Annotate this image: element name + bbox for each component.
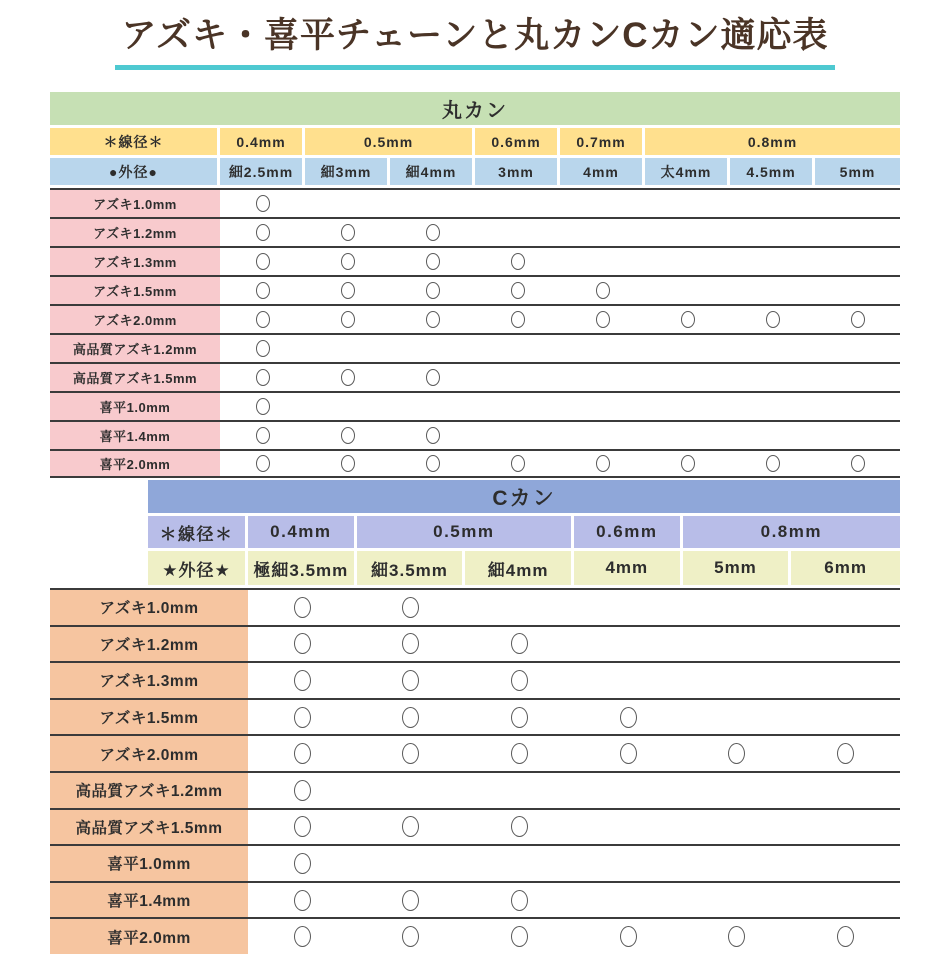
- compat-circle-mark: [256, 340, 270, 357]
- ckan-row-label: 喜平1.0mm: [50, 844, 248, 881]
- marukan-compat-cell: [815, 246, 900, 275]
- ckan-compat-cell: [574, 588, 683, 625]
- ckan-row-label: アズキ1.2mm: [50, 625, 248, 662]
- ckan-compat-cell: [248, 698, 357, 735]
- compat-circle-mark: [426, 369, 440, 386]
- ckan-compat-cell: [683, 917, 792, 954]
- ckan-compat-cell: [248, 625, 357, 662]
- ckan-compat-cell: [574, 808, 683, 845]
- marukan-table: [50, 92, 900, 478]
- marukan-outer-diameter-label: ●外径●: [50, 158, 220, 188]
- compat-circle-mark: [402, 890, 419, 911]
- marukan-row-label: 高品質アズキ1.5mm: [50, 362, 220, 391]
- ckan-compat-cell: [465, 588, 574, 625]
- marukan-compat-cell: [305, 333, 390, 362]
- marukan-compat-cell: [730, 362, 815, 391]
- marukan-compat-cell: [475, 391, 560, 420]
- compat-circle-mark: [256, 455, 270, 472]
- ckan-outer-diameter-value: 極細3.5mm: [248, 551, 357, 588]
- marukan-row-label: 高品質アズキ1.2mm: [50, 333, 220, 362]
- compat-circle-mark: [294, 670, 311, 691]
- compat-circle-mark: [620, 926, 637, 947]
- ckan-row-label: アズキ1.3mm: [50, 661, 248, 698]
- ckan-compat-cell: [683, 771, 792, 808]
- compat-circle-mark: [851, 455, 865, 472]
- ckan-compat-cell: [248, 661, 357, 698]
- compat-circle-mark: [341, 455, 355, 472]
- compat-circle-mark: [341, 224, 355, 241]
- compat-circle-mark: [402, 926, 419, 947]
- ckan-compat-cell: [683, 661, 792, 698]
- compat-circle-mark: [294, 816, 311, 837]
- ckan-outer-diameter-value: 細3.5mm: [357, 551, 466, 588]
- ckan-compat-cell: [791, 588, 900, 625]
- ckan-compat-cell: [465, 698, 574, 735]
- marukan-compat-cell: [815, 362, 900, 391]
- compat-circle-mark: [681, 455, 695, 472]
- ckan-outer-diameter-value: 6mm: [791, 551, 900, 588]
- compat-circle-mark: [341, 253, 355, 270]
- ckan-compat-cell: [574, 661, 683, 698]
- ckan-compat-cell: [465, 625, 574, 662]
- ckan-compat-cell: [248, 844, 357, 881]
- ckan-compat-cell: [357, 698, 466, 735]
- marukan-wire-diameter-value: 0.7mm: [560, 128, 645, 158]
- ckan-compat-cell: [465, 661, 574, 698]
- marukan-compat-cell: [220, 275, 305, 304]
- compat-circle-mark: [426, 427, 440, 444]
- marukan-compat-cell: [815, 333, 900, 362]
- marukan-compat-cell: [560, 188, 645, 217]
- compat-circle-mark: [511, 311, 525, 328]
- marukan-row-label: 喜平1.4mm: [50, 420, 220, 449]
- compat-circle-mark: [402, 816, 419, 837]
- marukan-compat-cell: [560, 275, 645, 304]
- compat-circle-mark: [256, 224, 270, 241]
- marukan-compat-cell: [305, 362, 390, 391]
- marukan-compat-cell: [390, 391, 475, 420]
- marukan-compat-cell: [220, 217, 305, 246]
- marukan-compat-cell: [730, 188, 815, 217]
- marukan-compat-cell: [220, 449, 305, 478]
- ckan-compat-cell: [791, 771, 900, 808]
- marukan-compat-cell: [305, 246, 390, 275]
- ckan-compat-cell: [683, 734, 792, 771]
- compat-circle-mark: [402, 597, 419, 618]
- marukan-compat-cell: [560, 217, 645, 246]
- compat-circle-mark: [256, 195, 270, 212]
- compat-circle-mark: [511, 455, 525, 472]
- marukan-compat-cell: [305, 188, 390, 217]
- ckan-compat-cell: [574, 844, 683, 881]
- marukan-compat-cell: [730, 449, 815, 478]
- compat-circle-mark: [511, 816, 528, 837]
- marukan-compat-cell: [220, 391, 305, 420]
- marukan-compat-cell: [390, 304, 475, 333]
- title-bar: [0, 14, 950, 70]
- ckan-compat-cell: [357, 734, 466, 771]
- marukan-compat-cell: [815, 217, 900, 246]
- compat-circle-mark: [681, 311, 695, 328]
- ckan-outer-diameter-value: 細4mm: [465, 551, 574, 588]
- ckan-compat-cell: [357, 588, 466, 625]
- marukan-wire-diameter-value: 0.4mm: [220, 128, 305, 158]
- ckan-compat-cell: [248, 881, 357, 918]
- marukan-compat-cell: [390, 362, 475, 391]
- compat-circle-mark: [837, 743, 854, 764]
- marukan-compat-cell: [645, 188, 730, 217]
- ckan-compat-cell: [791, 661, 900, 698]
- marukan-compat-cell: [645, 449, 730, 478]
- ckan-compat-cell: [791, 808, 900, 845]
- marukan-outer-diameter-value: 4.5mm: [730, 158, 815, 188]
- marukan-compat-cell: [730, 333, 815, 362]
- compat-circle-mark: [294, 633, 311, 654]
- ckan-compat-cell: [574, 771, 683, 808]
- marukan-compat-cell: [475, 188, 560, 217]
- marukan-compat-cell: [475, 275, 560, 304]
- ckan-compat-cell: [357, 881, 466, 918]
- ckan-compat-cell: [683, 844, 792, 881]
- marukan-outer-diameter-value: 4mm: [560, 158, 645, 188]
- page-title: アズキ・喜平チェーンと丸カンCカン適応表: [115, 14, 834, 70]
- ckan-compat-cell: [791, 881, 900, 918]
- compat-circle-mark: [256, 311, 270, 328]
- compat-circle-mark: [851, 311, 865, 328]
- compat-circle-mark: [620, 743, 637, 764]
- marukan-section-title: 丸カン: [50, 92, 900, 128]
- ckan-compat-cell: [248, 917, 357, 954]
- marukan-outer-diameter-value: 3mm: [475, 158, 560, 188]
- ckan-compat-cell: [791, 698, 900, 735]
- marukan-compat-cell: [815, 420, 900, 449]
- marukan-outer-diameter-value: 5mm: [815, 158, 900, 188]
- compat-circle-mark: [620, 707, 637, 728]
- marukan-compat-cell: [730, 275, 815, 304]
- compat-circle-mark: [766, 311, 780, 328]
- marukan-compat-cell: [220, 362, 305, 391]
- ckan-compat-cell: [683, 698, 792, 735]
- compat-circle-mark: [766, 455, 780, 472]
- ckan-wire-diameter-value: 0.5mm: [357, 516, 574, 551]
- marukan-compat-cell: [730, 420, 815, 449]
- marukan-compat-cell: [560, 420, 645, 449]
- marukan-compat-cell: [390, 420, 475, 449]
- marukan-compat-cell: [560, 391, 645, 420]
- ckan-compat-cell: [465, 808, 574, 845]
- ckan-compat-cell: [791, 734, 900, 771]
- ckan-wire-diameter-label: ＊線径＊: [148, 516, 248, 551]
- marukan-outer-diameter-value: 細4mm: [390, 158, 475, 188]
- ckan-row-label: アズキ1.5mm: [50, 698, 248, 735]
- ckan-compat-cell: [574, 881, 683, 918]
- marukan-compat-cell: [390, 217, 475, 246]
- marukan-compat-cell: [220, 304, 305, 333]
- compat-circle-mark: [596, 455, 610, 472]
- compat-circle-mark: [402, 743, 419, 764]
- marukan-compat-cell: [305, 304, 390, 333]
- ckan-compat-cell: [357, 808, 466, 845]
- marukan-compat-cell: [220, 333, 305, 362]
- marukan-wire-diameter-value: 0.5mm: [305, 128, 475, 158]
- marukan-wire-diameter-label: ＊線径＊: [50, 128, 220, 158]
- ckan-wire-diameter-value: 0.4mm: [248, 516, 357, 551]
- compat-circle-mark: [256, 398, 270, 415]
- compat-circle-mark: [341, 282, 355, 299]
- compat-circle-mark: [294, 780, 311, 801]
- marukan-compat-cell: [560, 246, 645, 275]
- ckan-compat-cell: [574, 734, 683, 771]
- ckan-compat-cell: [248, 734, 357, 771]
- compat-circle-mark: [426, 282, 440, 299]
- compat-circle-mark: [728, 743, 745, 764]
- marukan-compat-cell: [390, 188, 475, 217]
- marukan-compat-cell: [560, 333, 645, 362]
- ckan-compat-cell: [683, 625, 792, 662]
- ckan-compat-cell: [248, 771, 357, 808]
- compat-circle-mark: [426, 455, 440, 472]
- marukan-compat-cell: [645, 391, 730, 420]
- marukan-compat-cell: [645, 275, 730, 304]
- marukan-compat-cell: [475, 333, 560, 362]
- marukan-row-label: アズキ1.0mm: [50, 188, 220, 217]
- compat-circle-mark: [294, 707, 311, 728]
- ckan-compat-cell: [248, 808, 357, 845]
- marukan-compat-cell: [560, 304, 645, 333]
- marukan-compat-cell: [645, 420, 730, 449]
- compat-circle-mark: [426, 253, 440, 270]
- compat-circle-mark: [837, 926, 854, 947]
- marukan-compat-cell: [305, 449, 390, 478]
- ckan-compat-cell: [791, 844, 900, 881]
- ckan-compat-cell: [357, 625, 466, 662]
- marukan-wire-diameter-value: 0.8mm: [645, 128, 900, 158]
- compat-circle-mark: [511, 253, 525, 270]
- ckan-compat-cell: [683, 588, 792, 625]
- marukan-compat-cell: [475, 449, 560, 478]
- marukan-compat-cell: [645, 304, 730, 333]
- compat-circle-mark: [402, 707, 419, 728]
- marukan-row-label: アズキ2.0mm: [50, 304, 220, 333]
- compat-circle-mark: [402, 633, 419, 654]
- compat-circle-mark: [596, 311, 610, 328]
- marukan-compat-cell: [390, 275, 475, 304]
- marukan-compat-cell: [730, 217, 815, 246]
- ckan-compat-cell: [465, 844, 574, 881]
- compat-circle-mark: [511, 633, 528, 654]
- ckan-compat-cell: [357, 917, 466, 954]
- ckan-compat-cell: [465, 881, 574, 918]
- ckan-compat-cell: [791, 917, 900, 954]
- compat-circle-mark: [294, 597, 311, 618]
- ckan-compat-cell: [465, 771, 574, 808]
- marukan-compat-cell: [815, 304, 900, 333]
- compat-circle-mark: [511, 670, 528, 691]
- marukan-compat-cell: [815, 275, 900, 304]
- ckan-compat-cell: [357, 771, 466, 808]
- compat-circle-mark: [256, 253, 270, 270]
- ckan-compat-cell: [465, 734, 574, 771]
- marukan-compat-cell: [475, 217, 560, 246]
- ckan-row-label: 喜平2.0mm: [50, 917, 248, 954]
- ckan-row-label: アズキ2.0mm: [50, 734, 248, 771]
- ckan-compat-cell: [357, 661, 466, 698]
- marukan-compat-cell: [730, 246, 815, 275]
- compat-circle-mark: [294, 853, 311, 874]
- marukan-compat-cell: [815, 449, 900, 478]
- compat-circle-mark: [426, 224, 440, 241]
- ckan-row-label: 喜平1.4mm: [50, 881, 248, 918]
- ckan-compat-cell: [357, 844, 466, 881]
- compat-circle-mark: [511, 743, 528, 764]
- marukan-compat-cell: [815, 188, 900, 217]
- marukan-row-label: アズキ1.5mm: [50, 275, 220, 304]
- ckan-compat-cell: [574, 625, 683, 662]
- marukan-outer-diameter-value: 細3mm: [305, 158, 390, 188]
- marukan-compat-cell: [220, 420, 305, 449]
- compat-circle-mark: [511, 890, 528, 911]
- marukan-compat-cell: [305, 217, 390, 246]
- compat-circle-mark: [294, 926, 311, 947]
- marukan-compat-cell: [730, 304, 815, 333]
- compat-circle-mark: [341, 369, 355, 386]
- marukan-row-label: 喜平2.0mm: [50, 449, 220, 478]
- marukan-compat-cell: [475, 246, 560, 275]
- compat-circle-mark: [728, 926, 745, 947]
- ckan-wire-diameter-value: 0.6mm: [574, 516, 683, 551]
- marukan-compat-cell: [475, 362, 560, 391]
- marukan-compat-cell: [730, 391, 815, 420]
- marukan-compat-cell: [560, 449, 645, 478]
- ckan-outer-diameter-value: 5mm: [683, 551, 792, 588]
- marukan-row-label: アズキ1.2mm: [50, 217, 220, 246]
- marukan-compat-cell: [305, 420, 390, 449]
- ckan-compat-cell: [683, 808, 792, 845]
- ckan-row-label: 高品質アズキ1.2mm: [50, 771, 248, 808]
- ckan-compat-cell: [574, 698, 683, 735]
- marukan-outer-diameter-value: 細2.5mm: [220, 158, 305, 188]
- compat-circle-mark: [402, 670, 419, 691]
- ckan-row-label: アズキ1.0mm: [50, 588, 248, 625]
- ckan-table-header: [148, 480, 900, 588]
- marukan-wire-diameter-value: 0.6mm: [475, 128, 560, 158]
- marukan-compat-cell: [390, 333, 475, 362]
- ckan-section-title: Cカン: [148, 480, 900, 516]
- ckan-compat-cell: [791, 625, 900, 662]
- compat-circle-mark: [426, 311, 440, 328]
- marukan-compat-cell: [305, 275, 390, 304]
- ckan-compat-cell: [465, 917, 574, 954]
- ckan-compat-cell: [248, 588, 357, 625]
- marukan-compat-cell: [645, 333, 730, 362]
- marukan-compat-cell: [305, 391, 390, 420]
- marukan-compat-cell: [560, 362, 645, 391]
- ckan-wire-diameter-value: 0.8mm: [683, 516, 900, 551]
- compat-circle-mark: [511, 926, 528, 947]
- marukan-compat-cell: [390, 449, 475, 478]
- compat-circle-mark: [341, 311, 355, 328]
- compat-circle-mark: [596, 282, 610, 299]
- marukan-compat-cell: [815, 391, 900, 420]
- marukan-row-label: アズキ1.3mm: [50, 246, 220, 275]
- marukan-compat-cell: [645, 362, 730, 391]
- compat-circle-mark: [294, 743, 311, 764]
- compat-circle-mark: [511, 707, 528, 728]
- compat-circle-mark: [341, 427, 355, 444]
- ckan-table-body: [50, 588, 900, 954]
- ckan-compat-cell: [574, 917, 683, 954]
- marukan-compat-cell: [475, 420, 560, 449]
- compat-circle-mark: [294, 890, 311, 911]
- ckan-outer-diameter-label: ★外径★: [148, 551, 248, 588]
- ckan-outer-diameter-value: 4mm: [574, 551, 683, 588]
- marukan-compat-cell: [475, 304, 560, 333]
- marukan-row-label: 喜平1.0mm: [50, 391, 220, 420]
- marukan-compat-cell: [645, 246, 730, 275]
- marukan-compat-cell: [645, 217, 730, 246]
- marukan-outer-diameter-value: 太4mm: [645, 158, 730, 188]
- ckan-row-label: 高品質アズキ1.5mm: [50, 808, 248, 845]
- marukan-compat-cell: [220, 246, 305, 275]
- compat-circle-mark: [256, 282, 270, 299]
- compat-circle-mark: [511, 282, 525, 299]
- marukan-compat-cell: [390, 246, 475, 275]
- compat-circle-mark: [256, 427, 270, 444]
- compat-circle-mark: [256, 369, 270, 386]
- marukan-compat-cell: [220, 188, 305, 217]
- ckan-compat-cell: [683, 881, 792, 918]
